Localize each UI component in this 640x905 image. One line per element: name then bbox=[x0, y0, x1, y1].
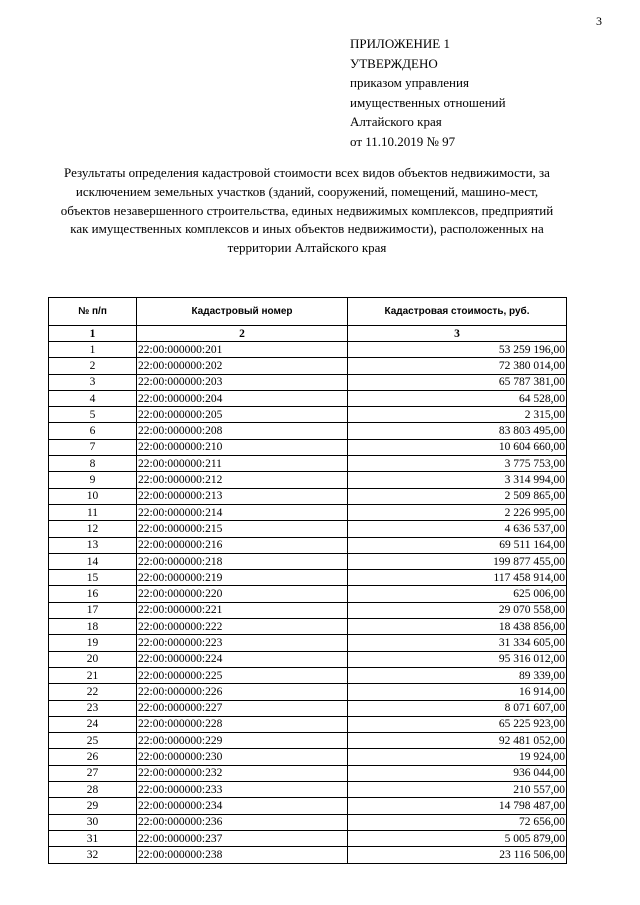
cadastral-number: 22:00:000000:225 bbox=[137, 667, 348, 683]
cadastral-value-table bbox=[48, 297, 567, 864]
cadastral-number: 22:00:000000:229 bbox=[137, 733, 348, 749]
table-row bbox=[49, 602, 567, 618]
cadastral-value: 72 656,00 bbox=[348, 814, 567, 830]
row-index: 19 bbox=[49, 635, 137, 651]
cadastral-value: 72 380 014,00 bbox=[348, 358, 567, 374]
header-cadastral-number: Кадастровый номер bbox=[137, 298, 348, 326]
table-row bbox=[49, 390, 567, 406]
cadastral-number: 22:00:000000:212 bbox=[137, 472, 348, 488]
cadastral-number: 22:00:000000:211 bbox=[137, 456, 348, 472]
column-number-row bbox=[49, 326, 567, 342]
row-index: 13 bbox=[49, 537, 137, 553]
row-index: 8 bbox=[49, 456, 137, 472]
cadastral-value: 2 226 995,00 bbox=[348, 504, 567, 520]
cadastral-number: 22:00:000000:218 bbox=[137, 553, 348, 569]
table-row bbox=[49, 716, 567, 732]
approval-line: приказом управления bbox=[350, 75, 469, 91]
table-row bbox=[49, 504, 567, 520]
cadastral-value: 210 557,00 bbox=[348, 782, 567, 798]
table-row bbox=[49, 423, 567, 439]
table-row bbox=[49, 342, 567, 358]
table-row bbox=[49, 358, 567, 374]
cadastral-value: 65 225 923,00 bbox=[348, 716, 567, 732]
cadastral-value: 2 315,00 bbox=[348, 407, 567, 423]
table-row bbox=[49, 521, 567, 537]
cadastral-number: 22:00:000000:208 bbox=[137, 423, 348, 439]
table-row bbox=[49, 374, 567, 390]
cadastral-value: 92 481 052,00 bbox=[348, 733, 567, 749]
row-index: 15 bbox=[49, 570, 137, 586]
column-number: 2 bbox=[137, 326, 348, 342]
cadastral-number: 22:00:000000:228 bbox=[137, 716, 348, 732]
table-row bbox=[49, 765, 567, 781]
row-index: 32 bbox=[49, 847, 137, 863]
table-row bbox=[49, 456, 567, 472]
row-index: 31 bbox=[49, 830, 137, 846]
cadastral-number: 22:00:000000:201 bbox=[137, 342, 348, 358]
row-index: 3 bbox=[49, 374, 137, 390]
cadastral-value: 936 044,00 bbox=[348, 765, 567, 781]
row-index: 10 bbox=[49, 488, 137, 504]
cadastral-value: 3 775 753,00 bbox=[348, 456, 567, 472]
cadastral-value: 8 071 607,00 bbox=[348, 700, 567, 716]
cadastral-number: 22:00:000000:213 bbox=[137, 488, 348, 504]
table-row bbox=[49, 749, 567, 765]
column-number: 1 bbox=[49, 326, 137, 342]
table-row bbox=[49, 586, 567, 602]
row-index: 29 bbox=[49, 798, 137, 814]
row-index: 2 bbox=[49, 358, 137, 374]
table-body bbox=[49, 342, 567, 864]
column-number: 3 bbox=[348, 326, 567, 342]
row-index: 5 bbox=[49, 407, 137, 423]
document-title: Результаты определения кадастровой стоимости всех видов объектов недвижимости, за исключением земельных участков (зданий, сооружений, помещений, машино-мест, объектов незавершенного строительства, единых недвижимых комплексов, предприятий как имущественных комплексов и иных объектов недвижимости), расположенных на территории Алтайского края bbox=[60, 165, 554, 256]
cadastral-number: 22:00:000000:223 bbox=[137, 635, 348, 651]
cadastral-value: 89 339,00 bbox=[348, 667, 567, 683]
approval-line: Алтайского края bbox=[350, 114, 442, 130]
row-index: 9 bbox=[49, 472, 137, 488]
row-index: 4 bbox=[49, 390, 137, 406]
cadastral-number: 22:00:000000:238 bbox=[137, 847, 348, 863]
cadastral-number: 22:00:000000:227 bbox=[137, 700, 348, 716]
cadastral-value: 5 005 879,00 bbox=[348, 830, 567, 846]
approval-line: имущественных отношений bbox=[350, 94, 506, 110]
table-row bbox=[49, 472, 567, 488]
row-index: 30 bbox=[49, 814, 137, 830]
cadastral-value: 29 070 558,00 bbox=[348, 602, 567, 618]
cadastral-number: 22:00:000000:205 bbox=[137, 407, 348, 423]
cadastral-number: 22:00:000000:219 bbox=[137, 570, 348, 586]
table-row bbox=[49, 684, 567, 700]
cadastral-value: 18 438 856,00 bbox=[348, 619, 567, 635]
row-index: 25 bbox=[49, 733, 137, 749]
table-row bbox=[49, 635, 567, 651]
cadastral-value: 2 509 865,00 bbox=[348, 488, 567, 504]
row-index: 1 bbox=[49, 342, 137, 358]
table-row bbox=[49, 700, 567, 716]
cadastral-number: 22:00:000000:203 bbox=[137, 374, 348, 390]
row-index: 14 bbox=[49, 553, 137, 569]
header-index: № п/п bbox=[49, 298, 137, 326]
row-index: 28 bbox=[49, 782, 137, 798]
cadastral-value: 64 528,00 bbox=[348, 390, 567, 406]
row-index: 11 bbox=[49, 504, 137, 520]
cadastral-value: 625 006,00 bbox=[348, 586, 567, 602]
approval-line: ПРИЛОЖЕНИЕ 1 bbox=[350, 36, 450, 51]
table-row bbox=[49, 847, 567, 863]
cadastral-number: 22:00:000000:204 bbox=[137, 390, 348, 406]
row-index: 20 bbox=[49, 651, 137, 667]
cadastral-number: 22:00:000000:234 bbox=[137, 798, 348, 814]
cadastral-value: 199 877 455,00 bbox=[348, 553, 567, 569]
row-index: 16 bbox=[49, 586, 137, 602]
table-header-row bbox=[49, 298, 567, 326]
table-row bbox=[49, 488, 567, 504]
row-index: 18 bbox=[49, 619, 137, 635]
cadastral-number: 22:00:000000:237 bbox=[137, 830, 348, 846]
cadastral-number: 22:00:000000:226 bbox=[137, 684, 348, 700]
cadastral-value: 53 259 196,00 bbox=[348, 342, 567, 358]
page-number: 3 bbox=[596, 14, 602, 28]
row-index: 24 bbox=[49, 716, 137, 732]
cadastral-number: 22:00:000000:236 bbox=[137, 814, 348, 830]
table-row bbox=[49, 651, 567, 667]
row-index: 17 bbox=[49, 602, 137, 618]
table-row bbox=[49, 537, 567, 553]
table-row bbox=[49, 814, 567, 830]
row-index: 27 bbox=[49, 765, 137, 781]
cadastral-number: 22:00:000000:215 bbox=[137, 521, 348, 537]
table-row bbox=[49, 798, 567, 814]
row-index: 23 bbox=[49, 700, 137, 716]
approval-line: УТВЕРЖДЕНО bbox=[350, 55, 438, 71]
table-row bbox=[49, 830, 567, 846]
table-row bbox=[49, 782, 567, 798]
table-row bbox=[49, 553, 567, 569]
cadastral-value: 65 787 381,00 bbox=[348, 374, 567, 390]
header-cadastral-value: Кадастровая стоимость, руб. bbox=[348, 298, 567, 326]
row-index: 21 bbox=[49, 667, 137, 683]
cadastral-number: 22:00:000000:233 bbox=[137, 782, 348, 798]
cadastral-value: 95 316 012,00 bbox=[348, 651, 567, 667]
row-index: 7 bbox=[49, 439, 137, 455]
cadastral-number: 22:00:000000:202 bbox=[137, 358, 348, 374]
cadastral-value: 23 116 506,00 bbox=[348, 847, 567, 863]
row-index: 26 bbox=[49, 749, 137, 765]
cadastral-number: 22:00:000000:216 bbox=[137, 537, 348, 553]
table-row bbox=[49, 667, 567, 683]
table-row bbox=[49, 619, 567, 635]
cadastral-number: 22:00:000000:232 bbox=[137, 765, 348, 781]
cadastral-number: 22:00:000000:222 bbox=[137, 619, 348, 635]
row-index: 12 bbox=[49, 521, 137, 537]
cadastral-value: 3 314 994,00 bbox=[348, 472, 567, 488]
cadastral-value: 10 604 660,00 bbox=[348, 439, 567, 455]
cadastral-number: 22:00:000000:210 bbox=[137, 439, 348, 455]
table-row bbox=[49, 733, 567, 749]
approval-block bbox=[350, 34, 506, 152]
cadastral-number: 22:00:000000:230 bbox=[137, 749, 348, 765]
cadastral-value: 83 803 495,00 bbox=[348, 423, 567, 439]
cadastral-number: 22:00:000000:214 bbox=[137, 504, 348, 520]
cadastral-value: 14 798 487,00 bbox=[348, 798, 567, 814]
row-index: 6 bbox=[49, 423, 137, 439]
table-row bbox=[49, 407, 567, 423]
cadastral-value: 117 458 914,00 bbox=[348, 570, 567, 586]
cadastral-number: 22:00:000000:220 bbox=[137, 586, 348, 602]
table-row bbox=[49, 439, 567, 455]
row-index: 22 bbox=[49, 684, 137, 700]
cadastral-value: 19 924,00 bbox=[348, 749, 567, 765]
cadastral-value: 69 511 164,00 bbox=[348, 537, 567, 553]
cadastral-value: 4 636 537,00 bbox=[348, 521, 567, 537]
cadastral-number: 22:00:000000:224 bbox=[137, 651, 348, 667]
cadastral-value: 16 914,00 bbox=[348, 684, 567, 700]
cadastral-number: 22:00:000000:221 bbox=[137, 602, 348, 618]
approval-line: от 11.10.2019 № 97 bbox=[350, 133, 456, 149]
table-row bbox=[49, 570, 567, 586]
cadastral-value: 31 334 605,00 bbox=[348, 635, 567, 651]
